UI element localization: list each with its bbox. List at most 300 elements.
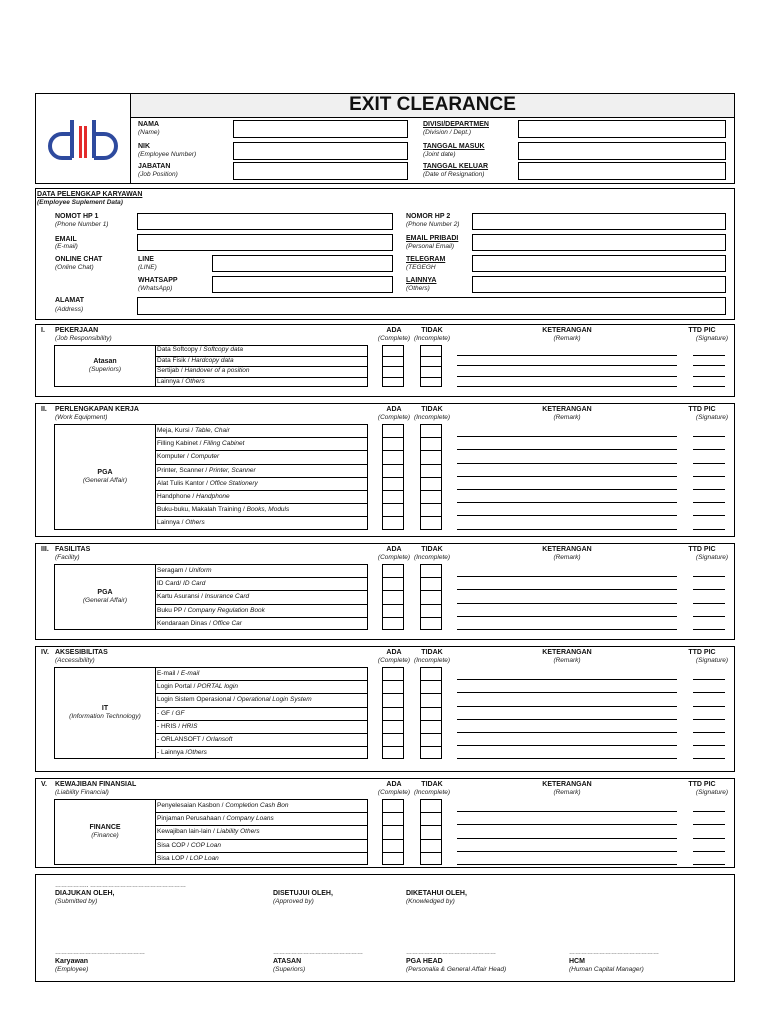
section-number: IV.: [41, 649, 49, 656]
nama-sub: (Name): [138, 129, 160, 136]
tgl-masuk-label: TANGGAL MASUK: [423, 143, 485, 150]
ada-checkbox[interactable]: [383, 605, 403, 618]
remark-line[interactable]: [457, 376, 677, 377]
nik-sub: (Employee Number): [138, 151, 197, 158]
remark-line[interactable]: [457, 851, 677, 852]
nik-label: NIK: [138, 143, 151, 150]
item-row-divider: [155, 839, 368, 840]
ada-checkbox[interactable]: [383, 618, 403, 631]
diketahui-sub: (Knowledged by): [406, 898, 455, 905]
signature-line[interactable]: [693, 603, 725, 604]
tidak-checkbox-column[interactable]: [420, 667, 442, 759]
remark-line[interactable]: [457, 864, 677, 865]
ada-checkbox-column[interactable]: [382, 345, 404, 387]
ada-checkbox-column[interactable]: [382, 799, 404, 865]
alamat-field[interactable]: [137, 297, 726, 315]
ada-checkbox[interactable]: [383, 438, 403, 451]
ada-checkbox-column[interactable]: [382, 424, 404, 530]
item-row: [155, 564, 368, 577]
tidak-checkbox[interactable]: [421, 734, 441, 747]
email-sub: (E-mail): [55, 243, 78, 250]
item-row-divider: [155, 577, 368, 578]
remark-line[interactable]: [457, 824, 677, 825]
item-label: Kendaraan Dinas /: [157, 619, 213, 627]
item-label-en: Handphone: [196, 493, 230, 500]
ada-checkbox[interactable]: [383, 425, 403, 438]
signature-line[interactable]: [693, 732, 725, 733]
remark-line[interactable]: [457, 838, 677, 839]
remark-line[interactable]: [457, 692, 677, 693]
section-owner: PGA: [97, 589, 113, 596]
remark-line[interactable]: [457, 719, 677, 720]
nama-field[interactable]: [233, 120, 408, 138]
remark-line[interactable]: [457, 449, 677, 450]
company-logo: [40, 110, 126, 170]
signature-line[interactable]: [693, 692, 725, 693]
item-label: Sertijab /: [157, 367, 185, 374]
item-row: [155, 839, 368, 852]
signature-line[interactable]: [693, 463, 725, 464]
signature-line[interactable]: [693, 719, 725, 720]
col-ttd-header: TTD PIC: [688, 649, 716, 656]
remark-line[interactable]: [457, 489, 677, 490]
signature-line[interactable]: [693, 365, 725, 366]
item-label-en: Hardcopy data: [191, 356, 234, 364]
item-label: E-mail /: [157, 670, 181, 677]
alamat-sub: (Address): [55, 306, 84, 313]
ada-checkbox[interactable]: [383, 708, 403, 721]
item-row: [155, 464, 368, 477]
signature-line[interactable]: [693, 629, 725, 630]
item-row: [155, 516, 368, 529]
item-row-divider: [155, 693, 368, 694]
ada-checkbox-column[interactable]: [382, 667, 404, 759]
item-label-en: ID Card: [183, 580, 206, 588]
col-ttd-sub: (Signature): [695, 657, 729, 664]
remark-line[interactable]: [457, 355, 677, 356]
ada-checkbox[interactable]: [383, 694, 403, 707]
ada-checkbox[interactable]: [383, 734, 403, 747]
section-number: II.: [41, 406, 47, 413]
karyawan-dots: ………………………………………: [55, 950, 145, 956]
hp1-label: NOMOT HP 1: [55, 213, 99, 220]
item-row-divider: [155, 377, 368, 378]
item-row-divider: [155, 490, 368, 491]
item-label: Filling Kabinet /: [157, 440, 204, 448]
col-ada-header: ADA: [386, 781, 402, 788]
col-tidak-header: TIDAK: [421, 406, 443, 413]
tidak-checkbox[interactable]: [421, 517, 441, 530]
item-row: [155, 825, 368, 838]
col-keterangan-sub: (Remark): [553, 657, 581, 664]
tgl-keluar-field[interactable]: [518, 162, 726, 180]
signature-line[interactable]: [693, 589, 725, 590]
col-keterangan-header: KETERANGAN: [542, 781, 592, 788]
col-keterangan-header: KETERANGAN: [542, 327, 592, 334]
tidak-checkbox[interactable]: [421, 800, 441, 813]
col-keterangan-header: KETERANGAN: [542, 546, 592, 553]
item-row: [155, 437, 368, 450]
lainnya-label: LAINNYA: [406, 277, 437, 284]
signature-line[interactable]: [693, 502, 725, 503]
section-owner: PGA: [97, 468, 113, 476]
tidak-checkbox[interactable]: [421, 451, 441, 464]
remark-line[interactable]: [457, 502, 677, 503]
section-number: I.: [41, 327, 45, 334]
item-label: - HRIS /: [157, 722, 182, 730]
item-label-en: Office Stationery: [209, 479, 258, 487]
signature-line[interactable]: [693, 616, 725, 617]
tidak-checkbox-column[interactable]: [420, 799, 442, 865]
signature-line[interactable]: [693, 679, 725, 680]
signature-line[interactable]: [693, 355, 725, 356]
item-label: Komputer /: [157, 453, 191, 461]
tidak-checkbox[interactable]: [421, 565, 441, 578]
item-row: [155, 720, 368, 733]
item-label: Login Sistem Operasional /: [157, 696, 237, 704]
disetujui-label: DISETUJUI OLEH,: [273, 890, 333, 897]
item-label-en: Books, Moduls: [246, 506, 290, 514]
item-row: [155, 503, 368, 516]
hcm-dots: ………………………………………: [569, 950, 659, 956]
item-label-en: Operational Login System: [236, 696, 312, 704]
nama-label: NAMA: [138, 121, 159, 128]
item-row: [155, 577, 368, 590]
signature-line[interactable]: [693, 529, 725, 530]
col-keterangan-header: KETERANGAN: [542, 406, 592, 413]
tidak-checkbox[interactable]: [421, 721, 441, 734]
remark-line[interactable]: [457, 679, 677, 680]
telegram-label: TELEGRAM: [406, 256, 446, 263]
tidak-checkbox-column[interactable]: [420, 564, 442, 630]
ada-checkbox[interactable]: [383, 346, 403, 357]
hp1-field[interactable]: [137, 213, 393, 230]
signature-line[interactable]: [693, 515, 725, 516]
signature-line[interactable]: [693, 838, 725, 839]
remark-line[interactable]: [457, 811, 677, 812]
section-subtitle: (Work Equipment): [55, 414, 108, 421]
item-label: - ORLANSOFT /: [157, 736, 206, 743]
ada-checkbox[interactable]: [383, 721, 403, 734]
item-row-divider: [155, 720, 368, 721]
ada-checkbox[interactable]: [383, 813, 403, 826]
email-pribadi-label: EMAIL PRIBADI: [406, 235, 459, 242]
col-ada-sub: (Complete): [377, 657, 411, 664]
email-field[interactable]: [137, 234, 393, 251]
atasan-sign-sub: (Superiors): [273, 966, 306, 973]
section-owner: IT: [101, 705, 109, 713]
ada-checkbox[interactable]: [383, 491, 403, 504]
item-label-en: Others: [187, 749, 207, 757]
remark-line[interactable]: [457, 706, 677, 707]
remark-line[interactable]: [457, 529, 677, 530]
tidak-checkbox[interactable]: [421, 478, 441, 491]
tidak-checkbox[interactable]: [421, 591, 441, 604]
col-ada-header: ADA: [386, 406, 402, 413]
tidak-checkbox[interactable]: [421, 605, 441, 618]
suplemen-title: DATA PELENGKAP KARYAWAN: [37, 191, 143, 198]
jabatan-field[interactable]: [233, 162, 408, 180]
item-label: Login Portal /: [157, 683, 198, 691]
tidak-checkbox[interactable]: [421, 618, 441, 631]
tidak-checkbox[interactable]: [421, 826, 441, 839]
item-row-divider: [155, 503, 368, 504]
item-row: [155, 667, 368, 680]
col-ada-sub: (Complete): [377, 789, 411, 796]
col-ada-header: ADA: [386, 546, 402, 553]
signature-line[interactable]: [693, 851, 725, 852]
item-row: [155, 604, 368, 617]
remark-line[interactable]: [457, 589, 677, 590]
item-label: Lainnya /: [157, 519, 186, 527]
tidak-checkbox[interactable]: [421, 747, 441, 760]
col-ada-sub: (Complete): [377, 414, 411, 421]
ada-checkbox[interactable]: [383, 378, 403, 389]
atasan-dots: ………………………………………: [273, 950, 363, 956]
tidak-checkbox-column[interactable]: [420, 345, 442, 387]
col-keterangan-header: KETERANGAN: [542, 649, 592, 656]
divisi-field[interactable]: [518, 120, 726, 138]
whatsapp-field[interactable]: [212, 276, 393, 293]
item-row: [155, 746, 368, 759]
remark-line[interactable]: [457, 629, 677, 630]
tidak-checkbox[interactable]: [421, 578, 441, 591]
col-ada-header: ADA: [386, 649, 402, 656]
remark-line[interactable]: [457, 745, 677, 746]
ada-checkbox-column[interactable]: [382, 564, 404, 630]
col-ttd-sub: (Signature): [695, 789, 729, 796]
remark-line[interactable]: [457, 386, 677, 387]
diajukan-dots: …………….. …………………………………………: [55, 883, 187, 889]
suplemen-sub: (Employee Suplement Data): [37, 199, 123, 206]
tidak-checkbox[interactable]: [421, 378, 441, 389]
ada-checkbox[interactable]: [383, 478, 403, 491]
tidak-checkbox[interactable]: [421, 813, 441, 826]
item-row-divider: [155, 746, 368, 747]
tidak-checkbox[interactable]: [421, 425, 441, 438]
ada-checkbox[interactable]: [383, 681, 403, 694]
nik-field[interactable]: [233, 142, 408, 160]
signature-line[interactable]: [693, 436, 725, 437]
item-label-en: E-mail: [180, 670, 200, 677]
section-subtitle: (Accessibility): [55, 657, 95, 664]
remark-line[interactable]: [457, 576, 677, 577]
hp2-field[interactable]: [472, 213, 726, 230]
item-label-en: HRIS: [181, 722, 198, 730]
item-row: [155, 799, 368, 812]
col-ada-sub: (Complete): [377, 554, 411, 561]
col-tidak-header: TIDAK: [421, 546, 443, 553]
signature-line[interactable]: [693, 489, 725, 490]
item-row-divider: [155, 733, 368, 734]
lainnya-field[interactable]: [472, 276, 726, 293]
remark-line[interactable]: [457, 515, 677, 516]
email-pribadi-field[interactable]: [472, 234, 726, 251]
col-ttd-sub: (Signature): [695, 335, 729, 342]
item-label: Sisa LOP /: [157, 854, 190, 862]
jabatan-sub: (Job Position): [138, 171, 178, 178]
item-row: [155, 490, 368, 503]
ada-checkbox[interactable]: [383, 591, 403, 604]
ada-checkbox[interactable]: [383, 504, 403, 517]
signature-line[interactable]: [693, 476, 725, 477]
item-row-divider: [155, 590, 368, 591]
section-owner-sub: (Information Technology): [69, 713, 141, 721]
item-label: Lainnya /: [157, 377, 186, 385]
signature-line[interactable]: [693, 745, 725, 746]
whatsapp-sub: (WhatsApp): [138, 285, 173, 292]
jabatan-label: JABATAN: [138, 163, 171, 170]
remark-line[interactable]: [457, 616, 677, 617]
remark-line[interactable]: [457, 476, 677, 477]
ada-checkbox[interactable]: [383, 840, 403, 853]
line-field[interactable]: [212, 255, 393, 272]
section-owner-sub: (General Affair): [82, 476, 128, 484]
tidak-checkbox[interactable]: [421, 367, 441, 378]
col-ttd-sub: (Signature): [695, 414, 729, 421]
item-label-en: Table, Chair: [194, 427, 230, 434]
tidak-checkbox[interactable]: [421, 668, 441, 681]
item-label-en: COP Loan: [190, 841, 221, 849]
col-ttd-header: TTD PIC: [688, 546, 716, 553]
item-row: [155, 693, 368, 706]
signature-line[interactable]: [693, 864, 725, 865]
tidak-checkbox[interactable]: [421, 840, 441, 853]
remark-line[interactable]: [457, 758, 677, 759]
ada-checkbox[interactable]: [383, 668, 403, 681]
item-label: Meja, Kursi /: [157, 427, 195, 434]
ada-checkbox[interactable]: [383, 800, 403, 813]
item-label-en: Others: [185, 519, 205, 527]
col-tidak-header: TIDAK: [421, 781, 443, 788]
signature-line[interactable]: [693, 449, 725, 450]
col-tidak-sub: (Incomplete): [413, 789, 451, 796]
item-row-divider: [155, 812, 368, 813]
item-row-divider: [155, 825, 368, 826]
tidak-checkbox[interactable]: [421, 491, 441, 504]
col-ttd-header: TTD PIC: [688, 406, 716, 413]
item-row: [155, 852, 368, 865]
col-tidak-sub: (Incomplete): [413, 335, 451, 342]
page-title: EXIT CLEARANCE: [349, 94, 516, 115]
signature-line[interactable]: [693, 706, 725, 707]
ada-checkbox[interactable]: [383, 853, 403, 866]
tidak-checkbox-column[interactable]: [420, 424, 442, 530]
whatsapp-label: WHATSAPP: [138, 277, 178, 284]
signature-line[interactable]: [693, 576, 725, 577]
item-row-divider: [155, 852, 368, 853]
signature-line[interactable]: [693, 376, 725, 377]
hp2-sub: (Phone Number 2): [406, 221, 460, 228]
ada-checkbox[interactable]: [383, 826, 403, 839]
tidak-checkbox[interactable]: [421, 465, 441, 478]
hcm-label: HCM: [569, 958, 585, 965]
remark-line[interactable]: [457, 436, 677, 437]
diajukan-sub: (Submitted by): [55, 898, 98, 905]
tidak-checkbox[interactable]: [421, 708, 441, 721]
signature-line[interactable]: [693, 824, 725, 825]
divisi-label: DIVISI/DEPARTMEN: [423, 121, 489, 128]
col-tidak-header: TIDAK: [421, 327, 443, 334]
col-ttd-header: TTD PIC: [688, 781, 716, 788]
remark-line[interactable]: [457, 603, 677, 604]
line-sub: (LINE): [138, 264, 157, 271]
signature-line[interactable]: [693, 386, 725, 387]
ada-checkbox[interactable]: [383, 465, 403, 478]
tidak-checkbox[interactable]: [421, 346, 441, 357]
ada-checkbox[interactable]: [383, 517, 403, 530]
karyawan-sub: (Employee): [55, 966, 89, 973]
item-row: [155, 707, 368, 720]
item-row-divider: [155, 516, 368, 517]
lainnya-sub: (Others): [406, 285, 430, 292]
item-row: [155, 356, 368, 367]
telegram-field[interactable]: [472, 255, 726, 272]
item-row-divider: [155, 680, 368, 681]
tgl-masuk-field[interactable]: [518, 142, 726, 160]
item-label: - GF /: [157, 709, 176, 717]
disetujui-sub: (Approved by): [273, 898, 314, 905]
tidak-checkbox[interactable]: [421, 504, 441, 517]
item-row: [155, 477, 368, 490]
item-row-divider: [155, 464, 368, 465]
tgl-keluar-sub: (Date of Resignation): [423, 171, 485, 178]
tidak-checkbox[interactable]: [421, 694, 441, 707]
tgl-keluar-label: TANGGAL KELUAR: [423, 163, 489, 170]
tidak-checkbox[interactable]: [421, 681, 441, 694]
tgl-masuk-sub: (Joint date): [423, 151, 456, 158]
remark-line[interactable]: [457, 463, 677, 464]
item-label-en: Uniform: [188, 567, 212, 574]
item-label-en: Completion Cash Bon: [225, 802, 289, 809]
section-subtitle: (Liability Financial): [55, 789, 109, 796]
ada-checkbox[interactable]: [383, 578, 403, 591]
item-row: [155, 733, 368, 746]
signature-line[interactable]: [693, 811, 725, 812]
item-row-divider: [155, 450, 368, 451]
item-label-en: Others: [185, 377, 205, 385]
tidak-checkbox[interactable]: [421, 853, 441, 866]
tidak-checkbox[interactable]: [421, 438, 441, 451]
ada-checkbox[interactable]: [383, 357, 403, 368]
item-row-divider: [155, 604, 368, 605]
col-ada-sub: (Complete): [377, 335, 411, 342]
online-chat-sub: (Online Chat): [55, 264, 94, 271]
item-label: Handphone /: [157, 493, 197, 500]
ada-checkbox[interactable]: [383, 451, 403, 464]
ada-checkbox[interactable]: [383, 367, 403, 378]
karyawan-label: Karyawan: [55, 958, 89, 965]
col-keterangan-sub: (Remark): [553, 789, 581, 796]
signature-line[interactable]: [693, 758, 725, 759]
item-row: [155, 377, 368, 388]
remark-line[interactable]: [457, 732, 677, 733]
item-label-en: Orlansoft: [206, 736, 233, 743]
item-row-divider: [155, 366, 368, 367]
section-owner-sub: (Finance): [91, 832, 119, 839]
item-row-divider: [155, 617, 368, 618]
item-label: Data Fisik /: [157, 356, 192, 364]
item-label-en: Handover of a position: [184, 367, 250, 374]
remark-line[interactable]: [457, 365, 677, 366]
item-row: [155, 450, 368, 463]
item-label: Buku PP /: [157, 606, 188, 614]
hp1-sub: (Phone Number 1): [55, 221, 109, 228]
col-keterangan-sub: (Remark): [553, 554, 581, 561]
tidak-checkbox[interactable]: [421, 357, 441, 368]
ada-checkbox[interactable]: [383, 747, 403, 760]
ada-checkbox[interactable]: [383, 565, 403, 578]
